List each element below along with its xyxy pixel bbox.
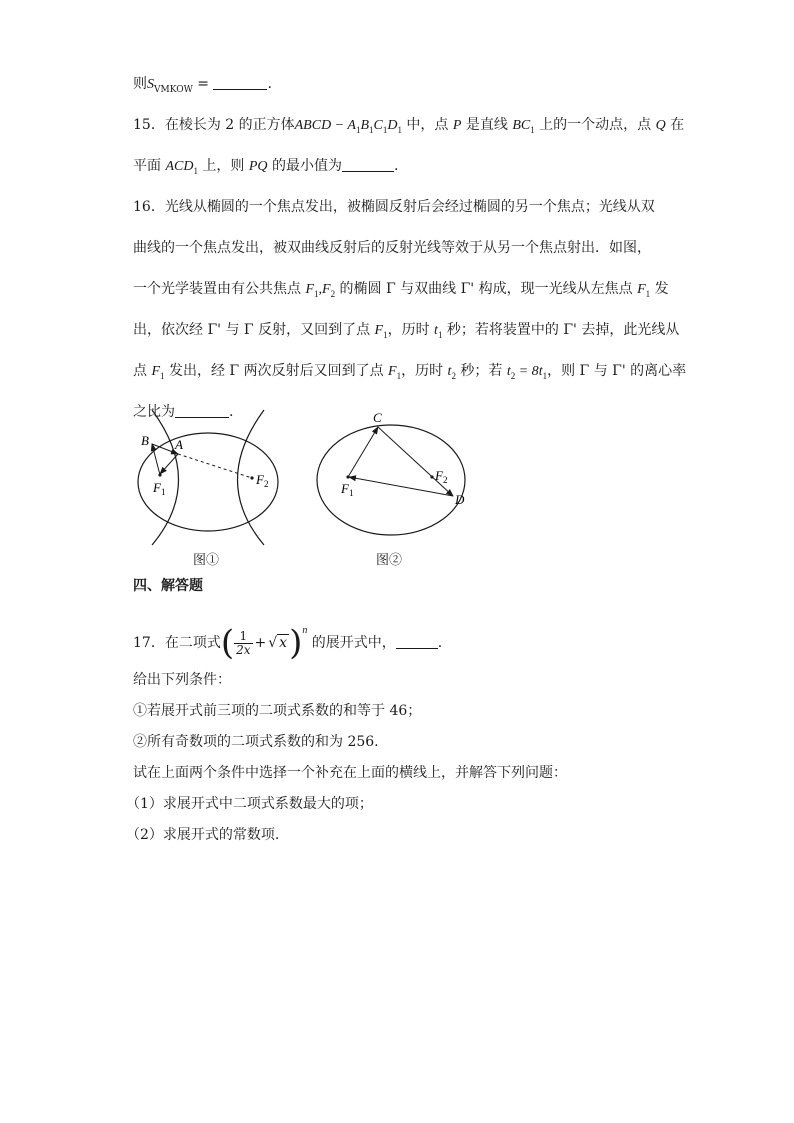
condition-2: ②所有奇数项的二项式系数的和为 256. (133, 734, 379, 750)
label-d: D (455, 492, 465, 507)
focus-f2-2 (430, 475, 433, 478)
q16-line3: 一个光学装置由有公共焦点 $F_1,F_2$ 的椭圆 Γ 与双曲线 Γ' 构成，现一光线从左焦点 $F_1$ 发 (133, 281, 669, 299)
q15-end: . (393, 158, 399, 174)
condition-1: ①若展开式前三项的二项式系数的和等于 46； (133, 703, 422, 719)
conditions-intro: 给出下列条件： (133, 672, 231, 688)
top-prefix: 则 (133, 76, 147, 92)
area-symbol: S (147, 77, 154, 92)
segment-pq: PQ (248, 159, 268, 174)
sqrt: √ x (268, 635, 288, 651)
q15-text-f: 上，则 (197, 158, 249, 174)
task-text: 试在上面两个条件中选择一个补充在上面的横线上，并解答下列问题： (133, 765, 567, 781)
q16-line5: 点 $F_1$ 发出，经 Γ 两次反射后又回到了点 $F_1$，历时 $t_2$ 秒；若 $t_2 = 8t_1$，则 Γ 与 Γ' 的离心率 (133, 363, 687, 381)
label-f1: $F_1$ (153, 480, 166, 497)
point-p: P (452, 118, 462, 133)
equals-sign: = (192, 76, 214, 92)
figure-2 (317, 410, 465, 535)
q17-number: 17．在二项式 (133, 635, 221, 651)
cube-name: ABCD − $A_1B_1C_1D_1$ (294, 118, 402, 135)
answer-blank[interactable] (213, 75, 267, 90)
ray-a-f1 (160, 454, 178, 474)
q16-line1: 16．光线从椭圆的一个焦点发出，被椭圆反射后会经过椭圆的另一个焦点；光线从双 (133, 199, 655, 215)
q15-number: 15．在棱长为 2 的正方体 (133, 117, 295, 133)
q15-answer-blank[interactable] (342, 157, 394, 172)
exponent: n (302, 625, 308, 636)
left-paren: ( (220, 623, 235, 663)
right-paren: ) (289, 623, 303, 663)
q15-line2 (133, 157, 398, 176)
part-1: （1）求展开式中二项式系数最大的项； (126, 796, 373, 812)
plane-acd1: $ACD_1$ (165, 159, 198, 176)
q16-line6: 之比为 . (133, 404, 234, 420)
q17-answer-blank[interactable] (396, 634, 438, 649)
label-a: A (175, 437, 183, 452)
point-q: Q (655, 118, 666, 133)
ray-c-d (378, 427, 453, 496)
focus-f1-2 (346, 475, 349, 478)
label-b: B (141, 433, 149, 448)
q15-text-c: 上的一个动点，点 (534, 117, 656, 133)
q17-line: 17．在二项式( $\frac{1}{2x}$ + √ x)$^n$ 的展开式中， . (133, 623, 443, 663)
q17-text: 的展开式中， (307, 635, 396, 651)
q16-line4: 出，依次经 Γ' 与 Γ 反射，又回到了点 $F_1$，历时 $t_1$ 秒；若将装置中的 Γ' 去掉，此光线从 (133, 322, 680, 340)
q15-text-g: 的最小值为 (267, 158, 342, 174)
line-bc1: $BC_1$ (512, 118, 535, 135)
top-answer-line (133, 75, 272, 95)
q16-line2: 曲线的一个焦点发出，被双曲线反射后的反射光线等效于从另一个焦点射出．如图， (133, 240, 651, 256)
top-end: . (267, 76, 272, 92)
q15-line1 (133, 116, 684, 135)
area-subscript: VMKOW (154, 85, 193, 95)
label-f1-2: $F_1$ (341, 481, 354, 498)
section-heading: 四、解答题 (133, 578, 203, 594)
label-f2-2: $F_2$ (435, 468, 448, 485)
fraction: $\frac{1}{2x}$ (236, 628, 251, 657)
figure-2-caption: 图② (376, 553, 403, 568)
q15-text-d: 在 (665, 117, 685, 133)
q15-text-e: 平面 (133, 158, 166, 174)
part-2: （2）求展开式的常数项. (126, 827, 280, 843)
figure-1-caption: 图① (193, 553, 220, 568)
label-c: C (373, 410, 382, 425)
label-f2: $F_2$ (256, 472, 269, 489)
focus-f2 (250, 476, 253, 479)
figures (0, 400, 794, 570)
ray-f1-c (348, 427, 378, 477)
q15-text-b: 是直线 (461, 117, 513, 133)
focus-f1 (158, 473, 161, 476)
q15-text-a: 中，点 (401, 117, 453, 133)
figure-1 (138, 410, 278, 545)
